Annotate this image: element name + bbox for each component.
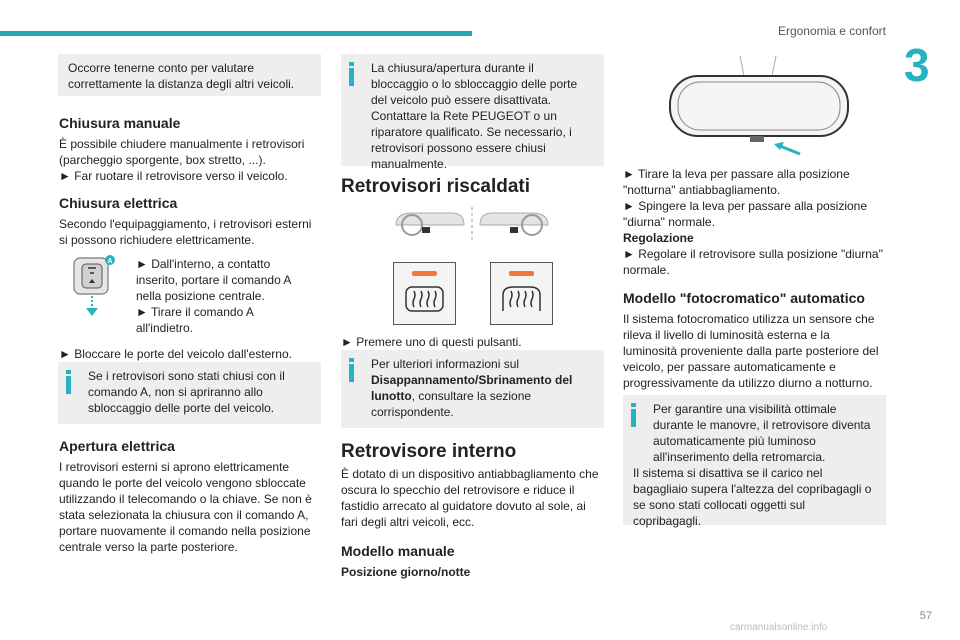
auto-model-text: Il sistema fotocromatico utilizza un sensore che rileva il livello di luminosità esterna e la luminosità proveniente dalla parte posteriore del veicolo, per passare automaticamente e progressivamente da utilizzo diurno a notturno. [623,312,879,390]
interior-mirror-illustration [660,56,860,160]
info-icon [66,370,72,394]
watermark: carmanualsonline.info [730,622,828,633]
info-box-2 [341,54,604,171]
adjustment-text: ► Regolare il retrovisore sulla posizione "diurna" normale. [623,247,883,277]
electric-step-2: ► Tirare il comando A all'indietro. [136,305,254,335]
electric-step-3: ► Bloccare le porte del veicolo dall'esterno. [59,347,292,361]
info-icon [631,403,637,427]
manual-model-heading: Modello manuale [341,543,455,559]
page-number: 57 [919,610,932,622]
rear-demist-button[interactable] [393,262,456,325]
info-box-3 [341,350,604,428]
electric-opening-text: I retrovisori esterni si aprono elettricamente quando le porte del veicolo vengono sbloccate utilizzando il telecomando o la chiave. Se non è stata selezionata la chiusura con il comando A, portare nuovamente il comando nella posizione centrale verso la parte posteriore. [59,460,312,554]
press-button-instruction: ► Premere uno di questi pulsanti. [341,335,522,349]
interior-mirror-heading: Retrovisore interno [341,441,517,462]
label-a: A [107,258,113,265]
electric-step-1: ► Dall'interno, a contatto inserito, portare il comando A nella posizione centrale. [136,257,291,303]
mirror-control-illustration [70,254,118,318]
info-text-4b: Il sistema si disattiva se il carico nel bagagliaio supera l'altezza del copribagagli o se sono stati collocati oggetti sul copribagagli. [633,466,872,528]
info-box-4 [623,395,886,528]
header-accent-bar [0,31,472,36]
electric-folding-heading: Chiusura elettrica [59,195,178,211]
interior-mirror-text: È dotato di un dispositivo antiabbagliamento che oscura lo specchio del retrovisore e riduce il fastidio arrecato al guidatore dovuto al sole, ai fari degli altri veicoli, ecc. [341,467,599,529]
front-demist-button[interactable] [490,262,553,325]
info-text-2: La chiusura/apertura durante il bloccaggio o lo sbloccaggio delle porte del veicolo può essere disattivata. Contattare la Rete PEUGEOT o un riparatore qualificato. Se necessario, i retrovisori possono essere chiusi manualmente. [371,61,578,171]
manual-folding-heading: Chiusura manuale [59,115,181,131]
note-box [58,54,321,96]
day-night-label: Posizione giorno/notte [341,565,471,579]
manual-folding-step: ► Far ruotare il retrovisore verso il veicolo. [59,169,288,183]
lever-push-text: ► Spingere la leva per passare alla posizione "diurna" normale. [623,199,868,229]
electric-opening-heading: Apertura elettrica [59,438,175,454]
section-title: Ergonomia e confort [777,24,886,38]
lever-pull-text: ► Tirare la leva per passare alla posizione "notturna" antiabbagliamento. [623,167,850,197]
auto-model-heading: Modello "fotocromatico" automatico [623,290,865,306]
manual-folding-text: È possibile chiudere manualmente i retrovisori (parcheggio sporgente, box stretto, ...). [59,137,305,167]
adjustment-heading: Regolazione [623,231,694,245]
info-text-1: Se i retrovisori sono stati chiusi con il comando A, non si apriranno allo sbloccaggio delle porte del veicolo. [88,369,285,415]
info-icon [349,62,355,86]
chapter-number: 3 [904,39,930,91]
heated-mirrors-heading: Retrovisori riscaldati [341,176,531,197]
info-icon [349,358,355,382]
info-text-3: Per ulteriori informazioni sul Disappannamento/Sbrinamento del lunotto, consultare la sezione corrispondente. [371,357,573,419]
info-text-4a: Per garantire una visibilità ottimale durante le manovre, il retrovisore diventa automaticamente più luminoso all'inserimento della retromarcia. [653,402,871,464]
info-box-1 [58,362,321,424]
note-text: Occorre tenerne conto per valutare correttamente la distanza degli altri veicoli. [68,61,295,91]
electric-folding-text: Secondo l'equipaggiamento, i retrovisori esterni si possono richiudere elettricamente. [59,217,312,247]
heated-mirror-dashboard-illustration [392,205,552,245]
